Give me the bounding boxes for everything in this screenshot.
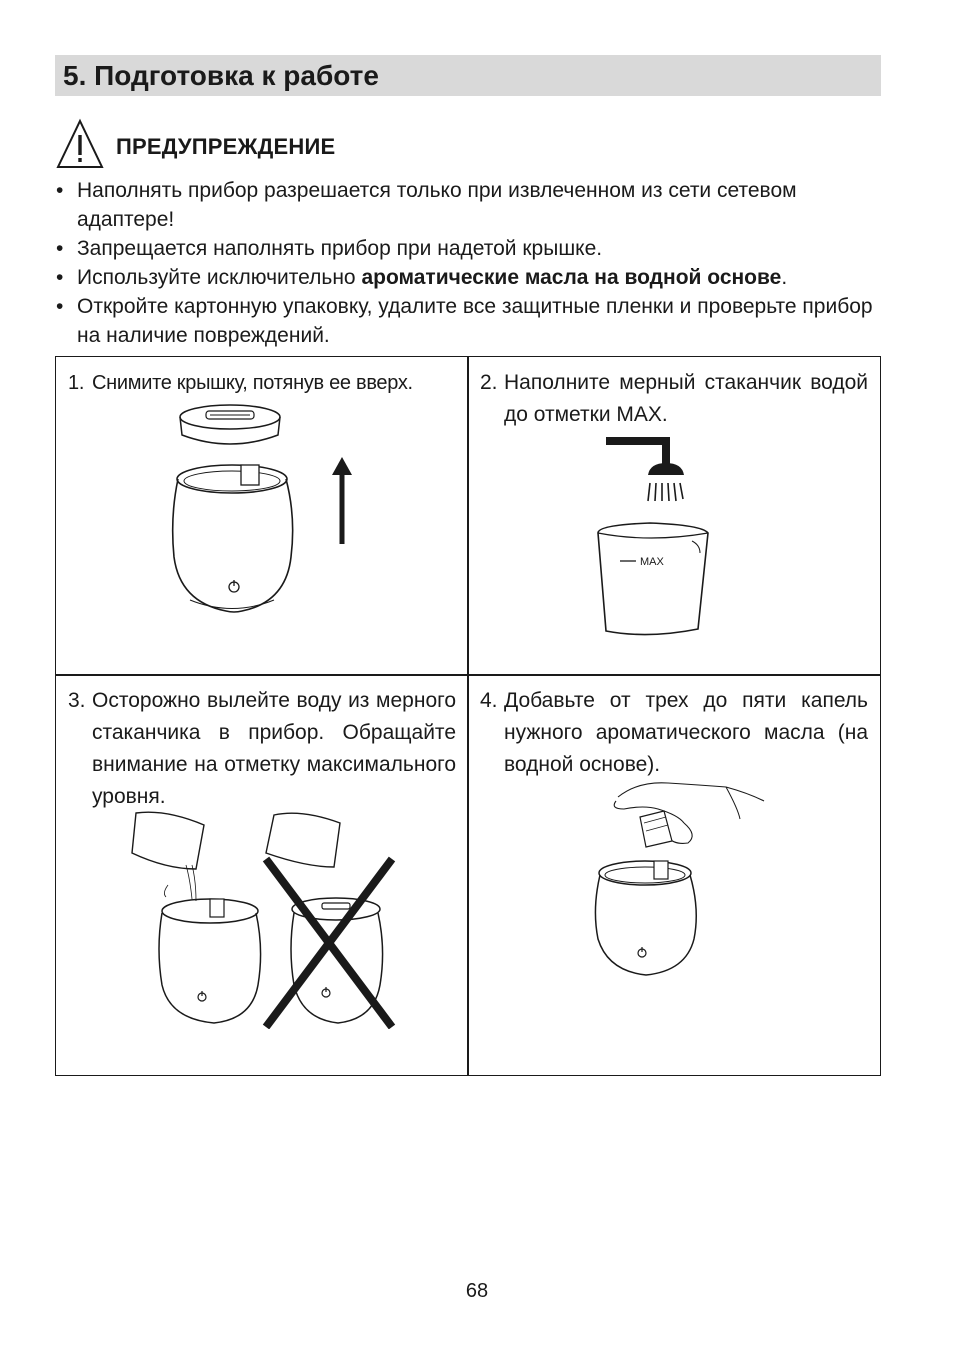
warning-title: ПРЕДУПРЕЖДЕНИЕ xyxy=(116,134,336,159)
page-number: 68 xyxy=(465,1280,489,1302)
step-2-text xyxy=(480,367,868,431)
section-header xyxy=(55,55,881,96)
fill-cup-illustration xyxy=(596,433,756,643)
step-number: 2. xyxy=(480,371,498,394)
step-number: 3. xyxy=(68,689,86,712)
step-number: 4. xyxy=(480,689,498,712)
warning-triangle-icon xyxy=(55,118,105,170)
step-cell-3 xyxy=(56,675,467,1075)
warning-item: • Откройте картонную упаковку, удалите все защитные пленки и проверьте прибор на наличие повреждений. xyxy=(55,292,885,350)
correct-pour xyxy=(132,812,261,1023)
warning-list xyxy=(55,176,885,350)
step-3-text xyxy=(68,685,456,813)
warning-item: • Используйте исключительно ароматические масла на водной основе. xyxy=(55,263,885,292)
step-cell-1 xyxy=(56,357,467,675)
section-title: 5. Подготовка к работе xyxy=(63,59,379,91)
step-cell-4 xyxy=(468,675,879,1075)
step-number: 1. xyxy=(68,372,85,394)
step-1-text xyxy=(68,367,456,399)
step-description: Снимите крышку, потянув ее вверх. xyxy=(92,372,413,394)
add-oil-illustration xyxy=(588,779,778,979)
cross-icon xyxy=(266,859,392,1027)
steps-table xyxy=(55,356,881,1076)
warning-item: • Запрещается наполнять прибор при надетой крышке. xyxy=(55,234,885,263)
pour-water-illustration xyxy=(126,809,406,1029)
step-description: Добавьте от трех до пяти капель нужного ароматического масла (на водной основе). xyxy=(504,689,868,776)
max-mark-label: MAX xyxy=(640,556,664,568)
emphasis-text: ароматические масла на водной основе xyxy=(361,266,782,289)
step-description: Наполните мерный стаканчик водой до отметки MAX. xyxy=(504,371,868,426)
warning-item: • Наполнять прибор разрешается только при извлеченном из сети сетевом адаптере! xyxy=(55,176,885,234)
remove-lid-illustration xyxy=(166,397,366,642)
step-description: Осторожно вылейте воду из мерного стаканчика в прибор. Обращайте внимание на отметку максимального уровня. xyxy=(92,689,456,808)
step-4-text xyxy=(480,685,868,781)
step-cell-2 xyxy=(468,357,879,675)
